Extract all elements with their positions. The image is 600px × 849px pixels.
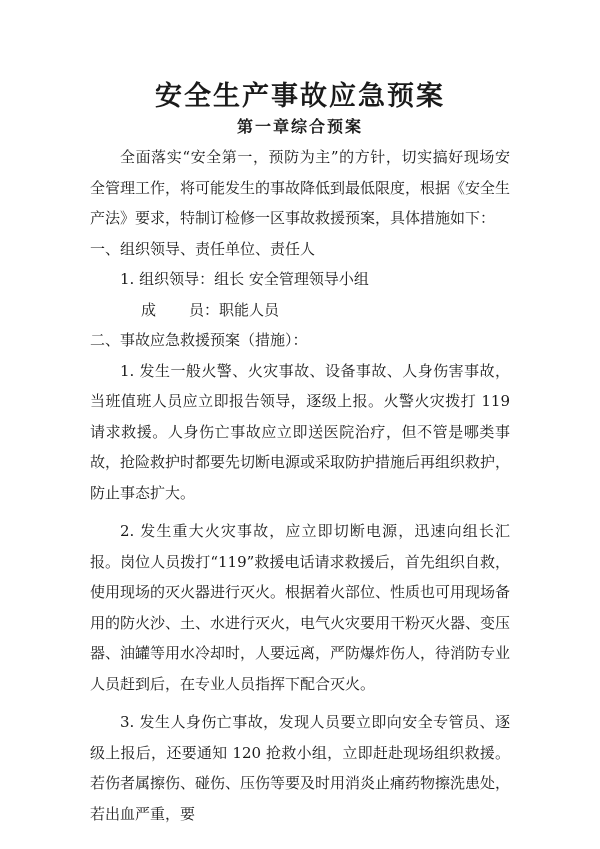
intro-paragraph: 全面落实“安全第一，预防为主”的方针，切实搞好现场安全管理工作，将可能发生的事故降低到最低限度，根据《安全生产法》要求，特制订检修一区事故救援预案，具体措施如下：: [90, 148, 511, 227]
members-label-b: 员：职能人员: [189, 300, 280, 319]
document-body: [90, 142, 510, 829]
document-title: 安全生产事故应急预案: [155, 81, 445, 112]
members-label-a: 成: [141, 300, 157, 319]
section2-item1: 1. 发生一般火警、火灾事故、设备事故、人身伤害事故，当班值班人员应立即报告领导，逐级上报。火警火灾拨打 119 请求救援。人身伤亡事故应立即送医院治疗，但不管是哪类事故，抢险救护时都要先切断电源或采取防护措施后再组织救护，防止事态扩大。: [90, 361, 511, 502]
section2-item2: 2. 发生重大火灾事故，应立即切断电源，迅速向组长汇报。岗位人员拨打“119”救援电话请求救援后，首先组织自救，使用现场的灭火器进行灭火。根据着火部位、性质也可用现场备用的防火沙、土、水进行灭火，电气火灾要用干粉灭火器、变压器、油罐等用水冷却时，人要远离，严防爆炸伤人，待消防专业人员赶到后，在专业人员指挥下配合灭火。: [90, 522, 511, 693]
section1-item1: 1. 组织领导：组长 安全管理领导小组: [120, 270, 369, 288]
section1-heading: 一、组织领导、责任单位、责任人: [90, 239, 316, 258]
section2-item3: 3. 发生人身伤亡事故，发现人员要立即向安全专管员、逐级上报后，还要通知 120 抢救小组，立即赶赴现场组织救援。若伤者属擦伤、碰伤、压伤等要及时用消炎止痛药物擦洗患处，若出血严重，要: [90, 713, 511, 823]
chapter-title: 第一章综合预案: [236, 117, 363, 136]
section2-heading: 二、事故应急救援预案（措施）：: [90, 331, 308, 349]
section1-members: [90, 295, 510, 326]
